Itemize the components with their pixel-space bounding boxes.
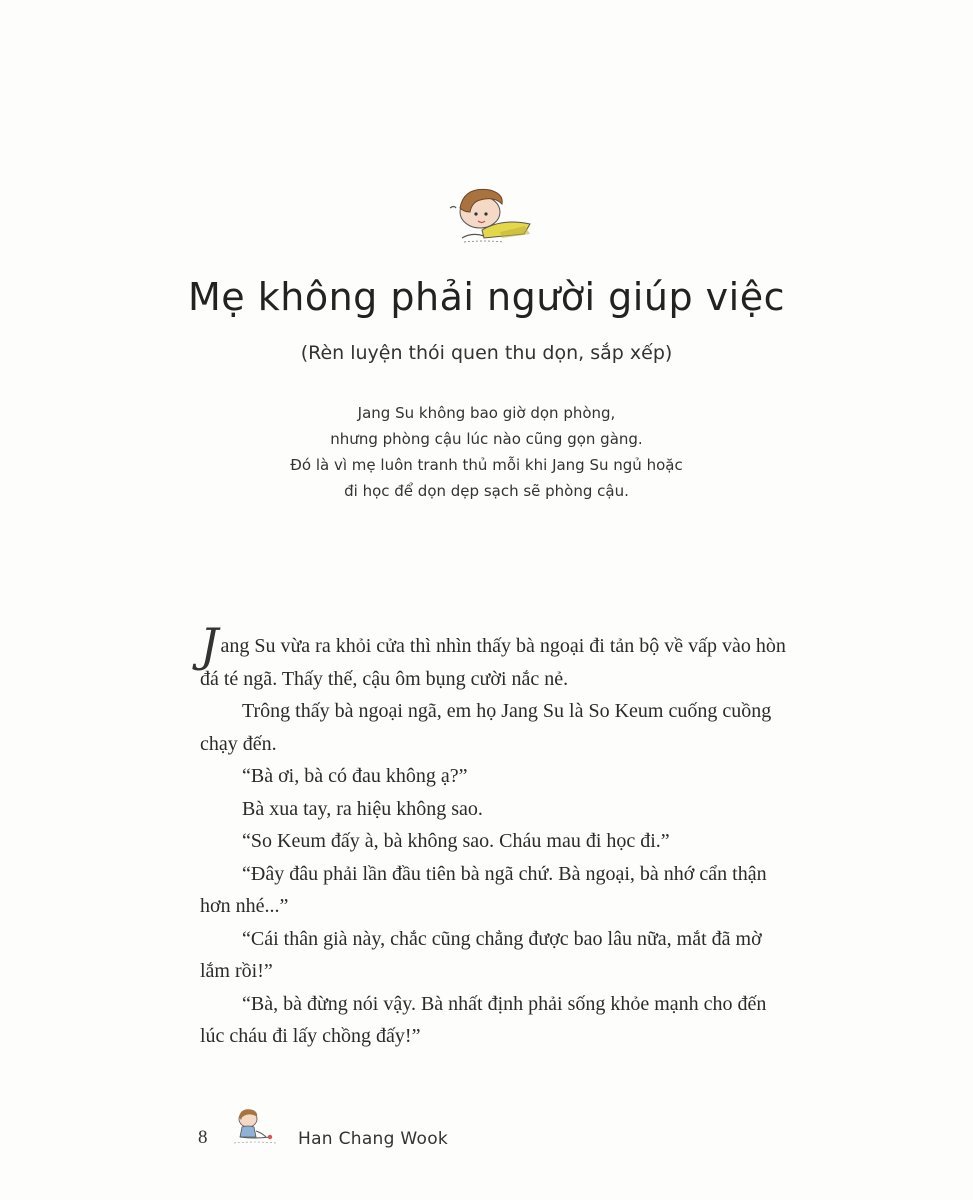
intro-line: Đó là vì mẹ luôn tranh thủ mỗi khi Jang Su ngủ hoặc [290, 456, 683, 474]
paragraph: Bà xua tay, ra hiệu không sao. [242, 797, 483, 820]
paragraph: “Cái thân già này, chắc cũng chẳng được bao lâu nữa, mắt đã mờ lắm rồi!” [200, 927, 762, 982]
intro-line: Jang Su không bao giờ dọn phòng, [357, 404, 616, 422]
paragraph: “Đây đâu phải lần đầu tiên bà ngã chứ. Bà ngoại, bà nhớ cẩn thận hơn nhé...” [200, 862, 767, 917]
paragraph: Trông thấy bà ngoại ngã, em họ Jang Su là So Keum cuống cuồng chạy đến. [200, 700, 772, 755]
page-footer [198, 1105, 498, 1155]
child-lying-icon [440, 180, 540, 250]
paragraph: “Bà ơi, bà có đau không ạ?” [242, 765, 468, 787]
page-number: 8 [198, 1127, 208, 1148]
chapter-title: Mẹ không phải người giúp việc [188, 275, 785, 319]
dropcap: J [200, 618, 219, 672]
paragraph: “Bà, bà đừng nói vậy. Bà nhất định phải sống khỏe mạnh cho đến lúc cháu đi lấy chồng đấy!” [200, 992, 767, 1047]
story-body [200, 618, 790, 1053]
intro-line: nhưng phòng cậu lúc nào cũng gọn gàng. [330, 430, 643, 448]
chapter-intro [0, 400, 973, 504]
intro-line: đi học để dọn dẹp sạch sẽ phòng cậu. [344, 482, 629, 500]
paragraph-text: ang Su vừa ra khỏi cửa thì nhìn thấy bà ngoại đi tản bộ về vấp vào hòn đá té ngã. Thấy thế, cậu ôm bụng cười nắc nẻ. [200, 635, 786, 690]
chapter-subtitle: (Rèn luyện thói quen thu dọn, sắp xếp) [300, 342, 673, 364]
author-name: Han Chang Wook [298, 1129, 449, 1149]
child-sitting-icon [230, 1107, 280, 1149]
paragraph: “So Keum đấy à, bà không sao. Cháu mau đi học đi.” [242, 830, 670, 852]
paragraph [200, 618, 790, 695]
